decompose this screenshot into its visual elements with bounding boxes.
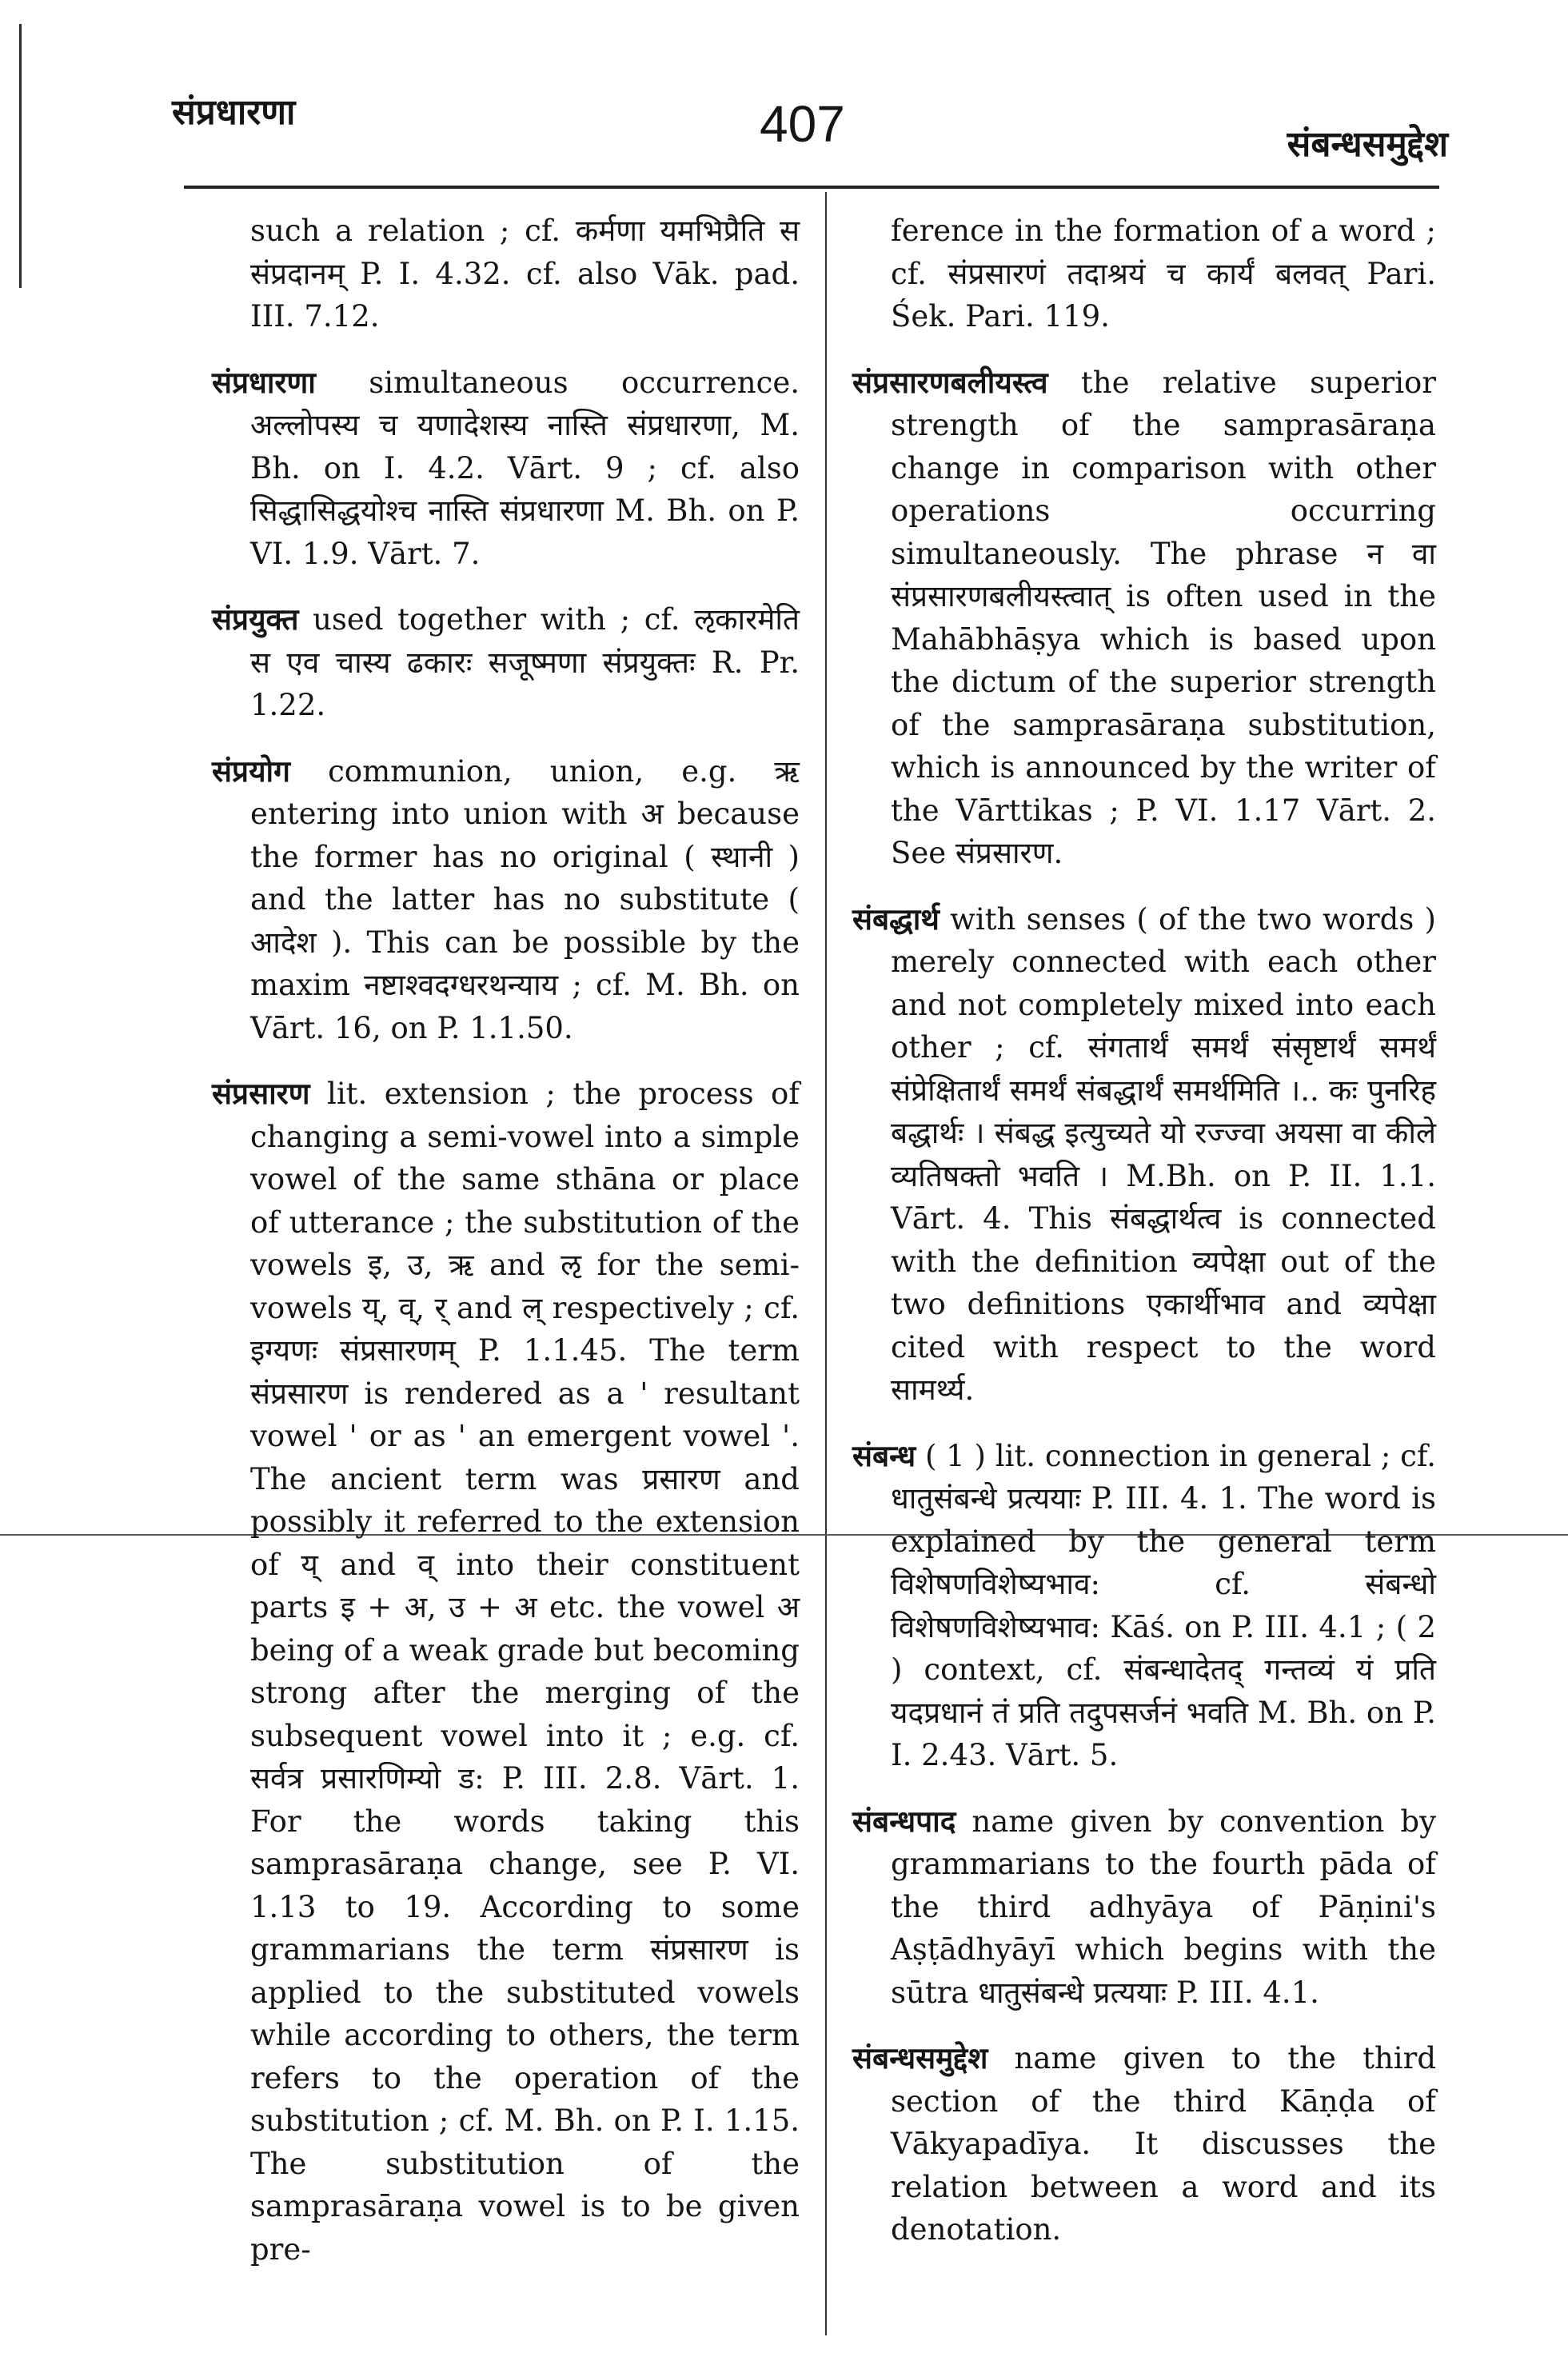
dictionary-entry: [212, 362, 800, 576]
dictionary-entry: [212, 598, 800, 727]
page-number: 407: [760, 95, 845, 153]
entry-definition: with senses ( of the two words ) merely connected with each other and not completely mixed into each other ; cf. संगतार्थं समर्थं संसृष्टार्थं समर्थं संप्रेक्षितार्थं समर्थं संबद्धार्थं समर्थमिति ।.. कः पुनरिह बद्धार्थः । संबद्ध इत्युच्यते यो रज्ज्वा अयसा वा कीले व्यतिषक्तो भवति । M.Bh. on P. II. 1.1. Vārt. 4. This संबद्धार्थत्व is connected with the definition व्यपेक्षा out of the two definitions एकार्थीभाव and व्यपेक्षा cited with respect to the word सामर्थ्य.: [891, 901, 1436, 1407]
running-head-left: संप्रधारणा: [172, 92, 296, 133]
entry-headword: संप्रसारण: [212, 1076, 310, 1111]
entry-definition: lit. extension ; the process of changing a semi-vowel into a simple vowel of the same sthāna or place of utterance ; the substitution of the vowels इ, उ, ऋ and ऌ for the semi-vowels य्, व्, र् and ल् respectively ; cf. इग्यणः संप्रसारणम् P. 1.1.45. The term संप्रसारण is rendered as a ' resultant vowel ' or as ' an emergent vowel '. The ancient term was प्रसारण and possibly it referred to the extension of य् and व् into their constituent parts इ + अ, उ + अ etc. the vowel अ being of a weak grade but becoming strong after the merging of the subsequent vowel into it ; e.g. cf. सर्वत्र प्रसारणिम्यो ड: P. III. 2.8. Vārt. 1. For the words taking this samprasāraṇa change, see P. VI. 1.13 to 19. According to some grammarians the term संप्रसारण is applied to the substituted vowels while according to others, the term refers to the operation of the substitution ; cf. M. Bh. on P. I. 1.15. The substitution of the samprasāraṇa vowel is to be given pre-: [250, 1077, 800, 2267]
right-column: [852, 210, 1436, 2275]
entry-definition: name given to the third section of the third Kāṇḍa of Vākyapadīya. It discusses the relation between a word and its denotation.: [891, 2041, 1436, 2247]
entry-definition: used together with ; cf. ऌकारमेति स एव चास्य ढकारः सजूष्मणा संप्रयुक्तः R. Pr. 1.22.: [250, 602, 800, 722]
header-rule: [184, 186, 1439, 189]
margin-scan-mark: [19, 24, 22, 288]
entry-definition: name given by convention by grammarians to the fourth pāda of the third adhyāya of Pāṇini's Aṣṭādhyāyī which begins with the sūtra धातुसंबन्धे प्रत्ययाः P. III. 4.1.: [891, 1804, 1436, 2010]
entry-headword: संप्रयुक्त: [212, 601, 299, 637]
entry-headword: संबन्धसमुद्देश: [852, 2040, 988, 2075]
left-column: [212, 210, 800, 2294]
dictionary-entry: [852, 210, 1436, 338]
entry-definition: ference in the formation of a word ; cf. संप्रसारणं तदाश्रयं च कार्यं बलवत् Pari. Śek. Pari. 119.: [891, 214, 1436, 334]
dictionary-entry: [852, 1800, 1436, 2015]
entry-definition: such a relation ; cf. कर्मणा यमभिप्रैति स संप्रदानम् P. I. 4.32. cf. also Vāk. pad. III. 7.12.: [250, 214, 800, 334]
entry-headword: संबद्धार्थ: [852, 901, 940, 937]
entry-definition: the relative superior strength of the samprasāraṇa change in comparison with other operations occurring simultaneously. The phrase न वा संप्रसारणबलीयस्त्वात् is often used in the Mahābhāṣya which is based upon the dictum of the superior strength of the samprasāraṇa substitution, which is announced by the writer of the Vārttikas ; P. VI. 1.17 Vārt. 2. See संप्रसारण.: [891, 365, 1436, 870]
running-head-right: संबन्धसमुद्देश: [1287, 124, 1448, 165]
dictionary-entry: [212, 210, 800, 338]
entry-headword: संप्रधारणा: [212, 364, 316, 400]
entry-definition: simultaneous occurrence. अल्लोपस्य च यणादेशस्य नास्ति संप्रधारणा, M. Bh. on I. 4.2. Vārt. 9 ; cf. also सिद्धासिद्धयोश्च नास्ति संप्रधारणा M. Bh. on P. VI. 1.9. Vārt. 7.: [250, 365, 800, 571]
dictionary-entry: [212, 750, 800, 1050]
entry-headword: संबन्ध: [852, 1437, 916, 1473]
entry-headword: संप्रयोग: [212, 753, 290, 789]
dictionary-entry: [212, 1073, 800, 2271]
entry-headword: संप्रसारणबलीयस्त्व: [852, 364, 1048, 400]
entry-definition: ( 1 ) lit. connection in general ; cf. धातुसंबन्धे प्रत्ययाः P. III. 4. 1. The word is explained by the general term विशेषणविशेष्यभाव: cf. संबन्धो विशेषणविशेष्यभाव: Kāś. on P. III. 4.1 ; ( 2 ) context, cf. संबन्धादेतद् गन्तव्यं यं प्रति यदप्रधानं तं प्रति तदुपसर्जनं भवति M. Bh. on P. I. 2.43. Vārt. 5.: [891, 1438, 1436, 1772]
dictionary-entry: [852, 362, 1436, 875]
entry-definition: communion, union, e.g. ऋ entering into union with अ because the former has no original ( स्थानी ) and the latter has no substitute ( आदेश ). This can be possible by the maxim नष्टाश्वदग्धरथन्याय ; cf. M. Bh. on Vārt. 16, on P. 1.1.50.: [250, 753, 800, 1045]
dictionary-entry: [852, 1435, 1436, 1777]
dictionary-entry: [852, 2037, 1436, 2251]
column-divider: [825, 192, 827, 2335]
dictionary-entry: [852, 898, 1436, 1412]
entry-headword: संबन्धपाद: [852, 1803, 956, 1839]
